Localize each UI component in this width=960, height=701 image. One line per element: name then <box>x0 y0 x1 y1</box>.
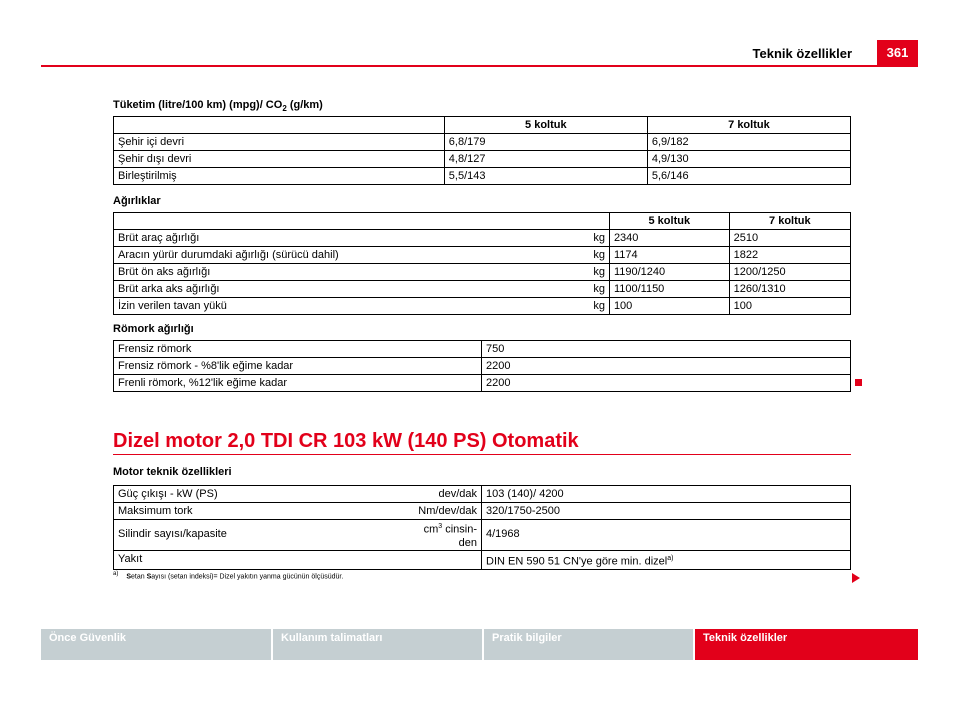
row-label: Aracın yürür durumdaki ağırlığı (sürücü dahil) <box>114 247 570 264</box>
cell-value: DIN EN 590 51 CN'ye göre min. dizel$^{a)}$ <box>482 550 851 570</box>
row-label: Frenli römork, %12'lik eğime kadar <box>114 375 482 392</box>
row-label: Brüt araç ağırlığı <box>114 230 570 247</box>
cell-value: 5,6/146 <box>647 168 850 185</box>
section-title: Teknik özellikler <box>752 46 852 61</box>
table-row <box>114 341 851 358</box>
row-label: Frensiz römork <box>114 341 482 358</box>
cell-value: 320/1750-2500 <box>482 503 851 520</box>
table-row <box>114 375 851 392</box>
nav-tab-practical[interactable]: Pratik bilgiler <box>484 629 693 660</box>
table-row <box>114 503 851 520</box>
cell-value: 103 (140)/ 4200 <box>482 486 851 503</box>
cell-value: 100 <box>729 298 850 315</box>
row-label: Şehir içi devri <box>114 134 445 151</box>
unit-label: kg <box>569 247 609 264</box>
cell-value: 1822 <box>729 247 850 264</box>
unit-label: Nm/dev/dak <box>347 503 481 520</box>
table-row <box>114 247 851 264</box>
consumption-title: Tüketim (litre/100 km) (mpg)/ $CO_2$ (g/km) <box>113 99 323 114</box>
unit-label: dev/dak <box>347 486 481 503</box>
cell-value: 1174 <box>609 247 729 264</box>
table-row <box>114 550 851 570</box>
cell-value: 100 <box>609 298 729 315</box>
page-number: 361 <box>877 40 918 66</box>
section-end-marker <box>855 379 862 386</box>
nav-tab-safety[interactable]: Önce Güvenlik <box>41 629 271 660</box>
column-header: 5 koltuk <box>609 213 729 230</box>
cell-value: 2200 <box>482 375 851 392</box>
continue-arrow-icon <box>852 573 860 583</box>
weights-table <box>113 212 851 315</box>
unit-label <box>347 550 481 570</box>
footnote: $^{a)}$ Setan Sayısı (setan indeksi)= Dizel yakıtın yanma gücünün ölçüsüdür. <box>113 571 344 581</box>
heading-rule <box>113 454 851 455</box>
row-label: Brüt arka aks ağırlığı <box>114 281 570 298</box>
table-row <box>114 134 851 151</box>
cell-value: 6,8/179 <box>444 134 647 151</box>
cell-value: 4,8/127 <box>444 151 647 168</box>
cell-value: 5,5/143 <box>444 168 647 185</box>
table-row <box>114 230 851 247</box>
table-header-row <box>114 213 851 230</box>
engine-table <box>113 485 851 570</box>
engine-title: Motor teknik özellikleri <box>113 466 232 478</box>
row-label: Silindir sayısı/kapasite <box>114 520 348 551</box>
nav-tab-technical[interactable]: Teknik özellikler <box>695 629 918 660</box>
row-label: Birleştirilmiş <box>114 168 445 185</box>
table-row <box>114 264 851 281</box>
nav-tab-operation[interactable]: Kullanım talimatları <box>273 629 482 660</box>
unit-label: kg <box>569 298 609 315</box>
cell-value: 4/1968 <box>482 520 851 551</box>
table-row <box>114 168 851 185</box>
consumption-table <box>113 116 851 185</box>
cell-value: 4,9/130 <box>647 151 850 168</box>
engine-heading: Dizel motor 2,0 TDI CR 103 kW (140 PS) Otomatik <box>113 430 579 452</box>
table-row <box>114 281 851 298</box>
trailer-table <box>113 340 851 392</box>
trailer-title: Römork ağırlığı <box>113 323 194 335</box>
table-header-row <box>114 117 851 134</box>
cell-value: 2200 <box>482 358 851 375</box>
column-header: 7 koltuk <box>729 213 850 230</box>
row-label: Yakıt <box>114 550 348 570</box>
row-label: İzin verilen tavan yükü <box>114 298 570 315</box>
row-label: Maksimum tork <box>114 503 348 520</box>
weights-title: Ağırlıklar <box>113 195 161 207</box>
header-rule <box>41 65 918 67</box>
unit-label: kg <box>569 264 609 281</box>
row-label: Şehir dışı devri <box>114 151 445 168</box>
cell-value: 2340 <box>609 230 729 247</box>
cell-value: 1200/1250 <box>729 264 850 281</box>
cell-value: 750 <box>482 341 851 358</box>
table-row <box>114 298 851 315</box>
row-label: Brüt ön aks ağırlığı <box>114 264 570 281</box>
table-row <box>114 486 851 503</box>
cell-value: 2510 <box>729 230 850 247</box>
unit-label: kg <box>569 281 609 298</box>
cell-value: 1100/1150 <box>609 281 729 298</box>
table-row <box>114 358 851 375</box>
unit-label: $cm^3$ cinsin- den <box>347 520 481 551</box>
row-label: Frensiz römork - %8'lik eğime kadar <box>114 358 482 375</box>
cell-value: 1190/1240 <box>609 264 729 281</box>
cell-value: 1260/1310 <box>729 281 850 298</box>
column-header: 7 koltuk <box>647 117 850 134</box>
unit-label: kg <box>569 230 609 247</box>
row-label: Güç çıkışı - kW (PS) <box>114 486 348 503</box>
table-row <box>114 151 851 168</box>
table-row <box>114 520 851 551</box>
column-header: 5 koltuk <box>444 117 647 134</box>
cell-value: 6,9/182 <box>647 134 850 151</box>
